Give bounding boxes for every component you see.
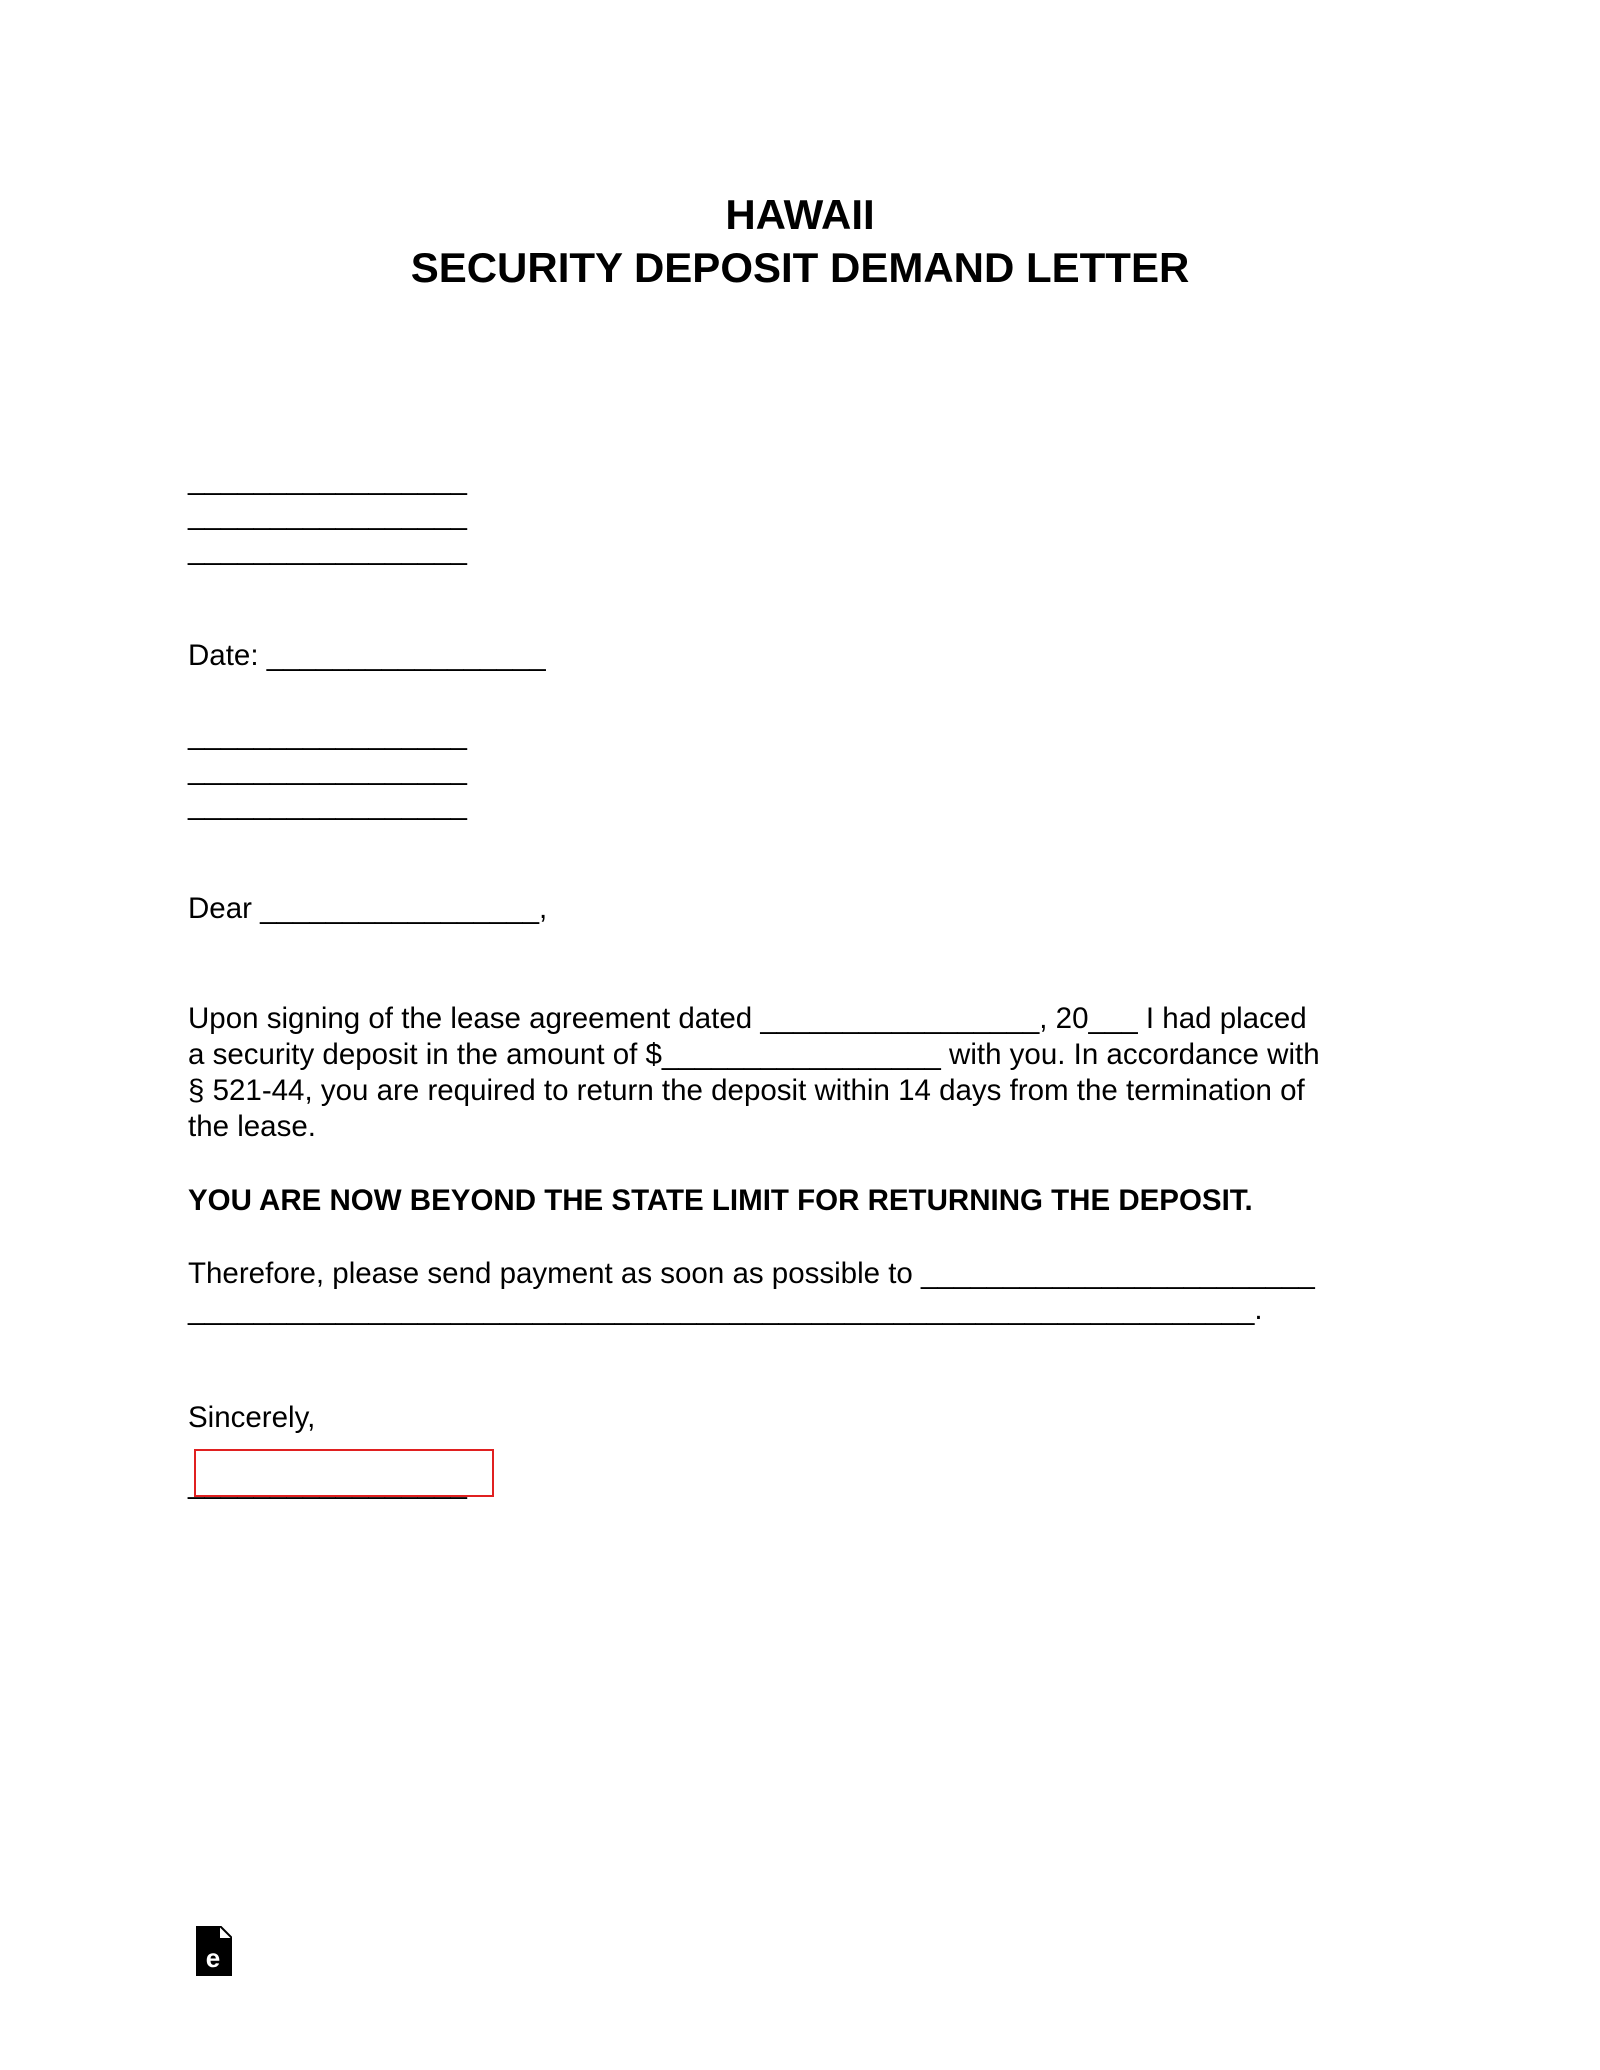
closing: Sincerely,	[188, 1401, 316, 1434]
body-paragraph-line-3: § 521-44, you are required to return the deposit within 14 days from the termination of	[188, 1074, 1305, 1107]
body-paragraph-line-1: Upon signing of the lease agreement dated _________________, 20___ I had placed	[188, 1002, 1307, 1035]
payment-request-line-1[interactable]: Therefore, please send payment as soon as possible to ________________________	[188, 1257, 1315, 1290]
body-paragraph-line-4: the lease.	[188, 1110, 316, 1143]
sender-address-line-1[interactable]: _________________	[188, 463, 467, 496]
salutation[interactable]: Dear _________________,	[188, 892, 548, 925]
recipient-address-line-3[interactable]: _________________	[188, 788, 467, 821]
state-limit-notice: YOU ARE NOW BEYOND THE STATE LIMIT FOR RETURNING THE DEPOSIT.	[188, 1184, 1253, 1217]
sender-address-line-3[interactable]: _________________	[188, 533, 467, 566]
payment-request-line-2[interactable]: _________________________________________________________________.	[188, 1293, 1263, 1326]
date-line[interactable]: Date: _________________	[188, 639, 546, 672]
signature-line: _________________	[188, 1467, 467, 1500]
recipient-address-line-1[interactable]: _________________	[188, 718, 467, 751]
svg-text:e: e	[205, 1943, 221, 1973]
recipient-address-line-2[interactable]: _________________	[188, 753, 467, 786]
document-state-title: HAWAII	[725, 191, 875, 238]
body-paragraph-line-2: a security deposit in the amount of $_________________ with you. In accordance with	[188, 1038, 1320, 1071]
esign-document-icon	[196, 1926, 232, 1976]
sender-address-line-2[interactable]: _________________	[188, 498, 467, 531]
document-heading: SECURITY DEPOSIT DEMAND LETTER	[410, 244, 1190, 291]
